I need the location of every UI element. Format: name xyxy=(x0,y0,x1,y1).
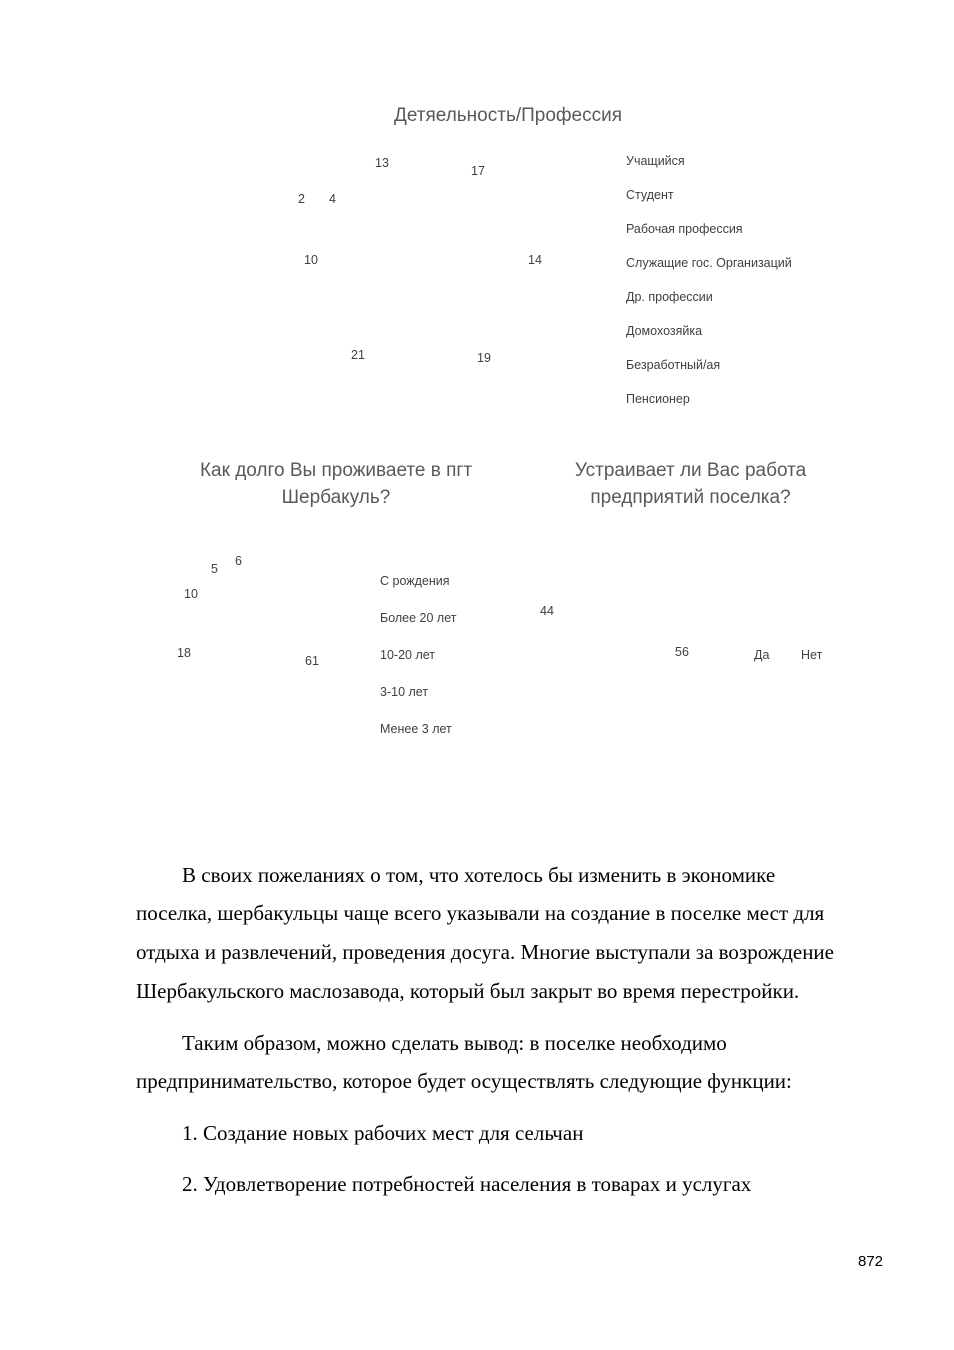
paragraph-2-line: предпринимательство, которое будет осуществлять следующие функции: xyxy=(136,1069,792,1093)
chart3-title: Устраивает ли Вас работа предприятий поселка? xyxy=(574,460,807,508)
chart2-legend-item: С рождения xyxy=(380,574,450,588)
chart1-label-uchashchiysya: 13 xyxy=(375,156,389,170)
chart1-label-rabochaya: 14 xyxy=(528,253,542,267)
chart1-legend-item: Учащийся xyxy=(626,154,685,168)
list-item-1: 1. Создание новых рабочих мест для сельчан xyxy=(182,1121,584,1145)
page-number: 872 xyxy=(858,1253,884,1270)
chart2-label-bolee-20: 18 xyxy=(177,646,191,660)
chart1-legend-item: Рабочая профессия xyxy=(626,222,743,236)
chart1-label-student: 17 xyxy=(471,164,485,178)
chart2-legend-item: 3-10 лет xyxy=(380,685,429,699)
chart2-title: Как долго Вы проживаете в пгт Шербакуль? xyxy=(199,460,473,508)
chart2-label-menee-3: 6 xyxy=(235,554,242,568)
chart2-legend-item: Более 20 лет xyxy=(380,611,457,625)
chart2-legend-item: Менее 3 лет xyxy=(380,722,452,736)
chart1-label-domokhozyayka: 10 xyxy=(304,253,318,267)
chart1-legend-item: Служащие гос. Организаций xyxy=(626,256,792,270)
chart1-legend-item: Домохозяйка xyxy=(626,324,703,338)
chart3-legend-item: Нет xyxy=(801,648,823,662)
chart3-label-net: 44 xyxy=(540,604,554,618)
list-item-2: 2. Удовлетворение потребностей населения в товарах и услугах xyxy=(182,1172,752,1196)
paragraph-2-first-line: Таким образом, можно сделать вывод: в поселке необходимо xyxy=(182,1031,727,1055)
chart1-title: Детяельность/Профессия xyxy=(393,105,623,126)
chart3-legend-item: Да xyxy=(754,648,770,662)
chart1-label-pensioner: 4 xyxy=(329,192,336,206)
chart1-legend-item: Студент xyxy=(626,188,674,202)
chart1-label-bezrabotnyy: 2 xyxy=(298,192,305,206)
chart1-legend-item: Др. профессии xyxy=(626,290,713,304)
chart2-label-3-10: 5 xyxy=(211,562,218,576)
paragraph-1-line: отдыха и развлечений, проведения досуга. Многие выступали за возрождение xyxy=(136,940,834,964)
chart1-legend-item: Безработный/ая xyxy=(626,358,721,372)
chart2-label-s-rozhdeniya: 61 xyxy=(305,654,319,668)
chart1-label-sluzhashchie: 19 xyxy=(477,351,491,365)
chart1-label-dr-professii: 21 xyxy=(351,348,365,362)
chart1-legend-item: Пенсионер xyxy=(626,392,690,406)
chart2-legend-item: 10-20 лет xyxy=(380,648,435,662)
chart2-label-10-20: 10 xyxy=(184,587,198,601)
chart3-label-da: 56 xyxy=(675,645,689,659)
paragraph-1-first-line: В своих пожеланиях о том, что хотелось бы изменить в экономике xyxy=(182,863,776,887)
paragraph-1-line: Шербакульского маслозавода, который был закрыт во время перестройки. xyxy=(136,979,800,1003)
paragraph-1-line: поселка, шербакульцы чаще всего указывали на создание в поселке мест для xyxy=(136,901,825,925)
